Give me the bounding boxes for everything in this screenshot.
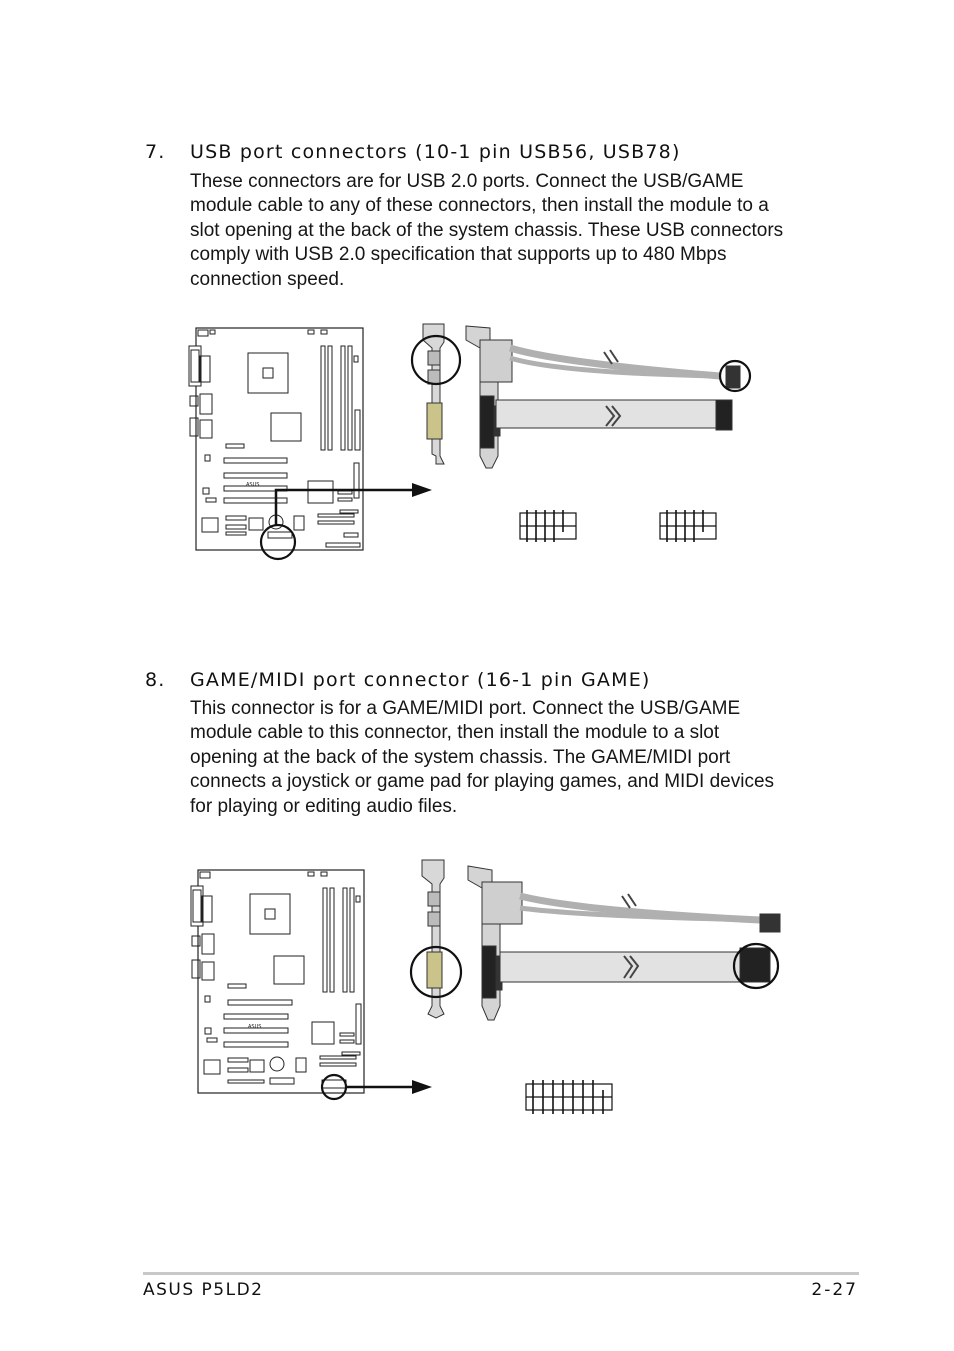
usb-header-highlight-circle [261, 525, 295, 559]
board-logo: ASUS [248, 1024, 262, 1030]
section-8-line: for playing or editing audio files. [190, 795, 458, 817]
section-8-line: This connector is for a GAME/MIDI port. Connect the USB/GAME [190, 698, 741, 719]
section-8-body [190, 697, 830, 819]
game-header-highlight-circle [322, 1075, 346, 1099]
usb78-pin-header [660, 510, 716, 542]
section-7-body [190, 170, 830, 292]
section-8-heading [145, 669, 651, 691]
section-7-line: module cable to any of these connectors, then install the module to a [190, 195, 769, 217]
section-7-line: slot opening at the back of the system chassis. These USB connectors [190, 219, 784, 241]
section-8-title: GAME/MIDI port connector (16-1 pin GAME) [190, 669, 651, 691]
section-8-line: module cable to this connector, then install the module to a slot [190, 722, 720, 744]
footer-product-name: ASUS P5LD2 [143, 1280, 264, 1300]
section-8-line: connects a joystick or game pad for playing games, and MIDI devices [190, 771, 775, 793]
usb-connector-figure [0, 318, 954, 568]
section-7-line: These connectors are for USB 2.0 ports. Connect the USB/GAME [190, 171, 744, 192]
game-pin-header [526, 1080, 612, 1114]
section-7-number: 7. [145, 141, 166, 163]
section-7-line: connection speed. [190, 268, 345, 290]
pointer-arrow [346, 1080, 432, 1094]
board-logo: ASUS [246, 482, 260, 488]
usb-game-module-bracket [423, 324, 740, 468]
usb-game-module-bracket [422, 860, 780, 1020]
section-8-number: 8. [145, 669, 166, 691]
footer-rule [143, 1272, 859, 1275]
game-connector-figure [0, 856, 954, 1126]
pointer-arrow [276, 483, 432, 526]
section-7-line: comply with USB 2.0 specification that supports up to 480 Mbps [190, 244, 727, 266]
section-7-heading [145, 141, 681, 163]
section-7-title: USB port connectors (10-1 pin USB56, USB78) [190, 141, 681, 163]
footer-page-number: 2-27 [811, 1280, 858, 1300]
motherboard-diagram [191, 870, 364, 1093]
usb56-pin-header [520, 510, 576, 542]
section-8-line: opening at the back of the system chassis. The GAME/MIDI port [190, 746, 731, 768]
